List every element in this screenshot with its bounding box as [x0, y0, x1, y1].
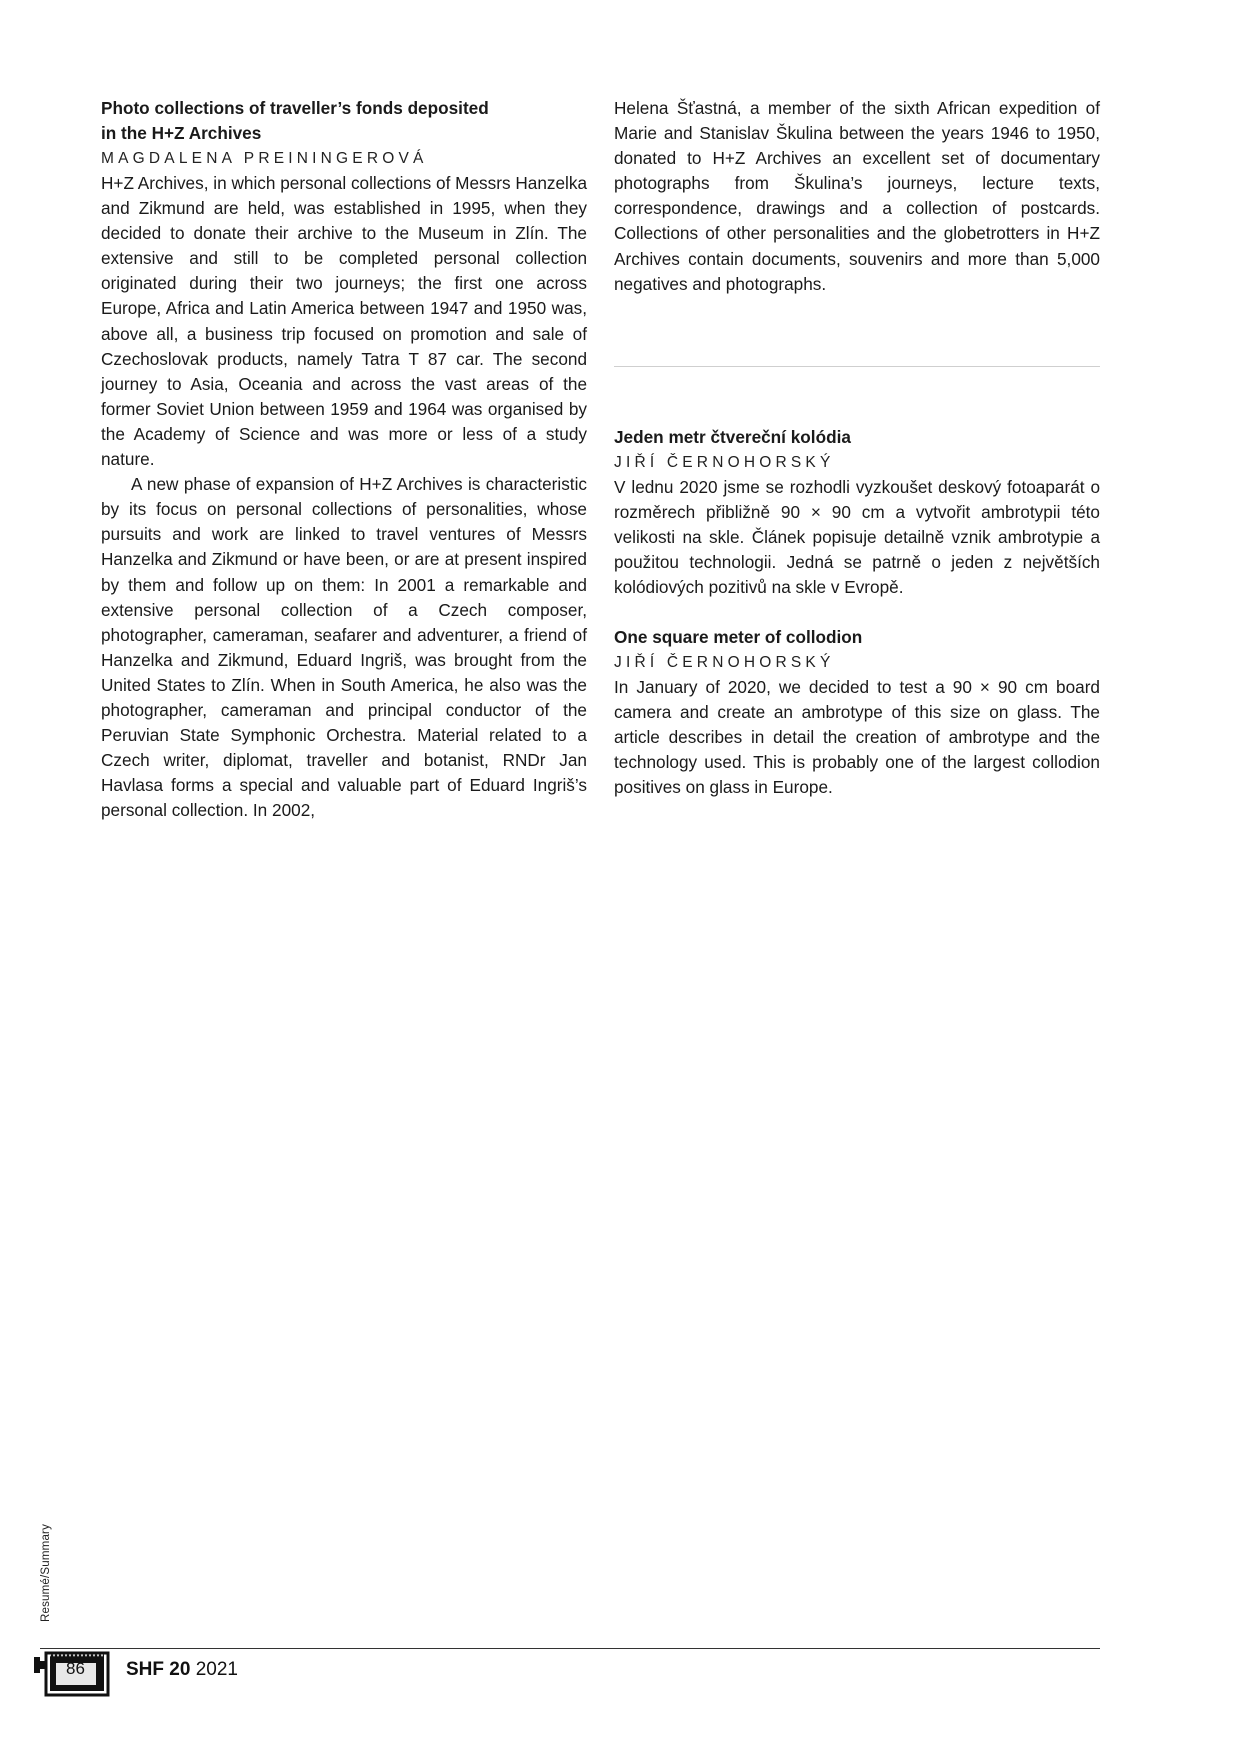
abstract-text-cz: V lednu 2020 jsme se rozhodli vyzkoušet deskový fotoaparát o rozměrech přibližně 90 × 90 cm a vytvořit ambrotypii této velikosti na skle. Článek popisuje detailně vznik ambrotypie a použitou technologii. Jedná se patrně o jeden z největších kolódiových pozitivů na skle v Evropě.	[614, 477, 1100, 598]
page-number: 86	[66, 1659, 85, 1678]
article-paragraph-2: A new phase of expansion of H+Z Archives is characteristic by its focus on personal collections of personalities, whose pursuits and work are linked to travel ventures of Messrs Hanzelka and Zikmund or have been, or are at present inspired by them and follow up on them: In 2001 a remarkable and extensive personal collection of a Czech composer, photographer, cameraman, seafarer and adventurer, a friend of Hanzelka and Zikmund, Eduard Ingriš, was brought from the United States to Zlín. When in South America, he also was the photographer, cameraman and principal conductor of the Peruvian State Symphonic Orchestra. Material related to a Czech writer, diplomat, traveller and botanist, RNDr Jan Havlasa forms a special and valuable part of Eduard Ingriš’s personal collection. In 2002,	[101, 474, 587, 821]
abstract-title-en: One square meter of collodion	[614, 627, 863, 647]
abstract-text-en: In January of 2020, we decided to test a 90 × 90 cm board camera and create an ambrotype of this size on glass. The article describes in detail the creation of ambrotype and the technology used. This is probably one of the largest collodion positives on glass in Europe.	[614, 677, 1100, 798]
left-column	[101, 96, 587, 823]
abstract-author-en: JIŘÍ ČERNOHORSKÝ	[614, 654, 835, 671]
article-continuation: Helena Šťastná, a member of the sixth African expedition of Marie and Stanislav Škulina between the years 1946 to 1950, donated to H+Z Archives an excellent set of documentary photographs from Škulina’s journeys, lecture texts, correspondence, drawings and a collection of postcards. Collections of other personalities and the globetrotters in H+Z Archives contain documents, souvenirs and more than 5,000 negatives and photographs.	[614, 98, 1100, 294]
english-abstract	[614, 625, 1100, 800]
journal-year: 2021	[195, 1659, 238, 1680]
article-title-line2: in the H+Z Archives	[101, 123, 262, 143]
section-side-label: Resumé/Summary	[40, 1523, 52, 1622]
abstract-author-cz: JIŘÍ ČERNOHORSKÝ	[614, 454, 835, 471]
article-author: MAGDALENA PREININGEROVÁ	[101, 150, 428, 167]
footer-rule	[40, 1648, 1100, 1649]
journal-issue	[126, 1659, 238, 1681]
article-title-line1: Photo collections of traveller’s fonds deposited	[101, 98, 489, 118]
section-divider	[614, 366, 1100, 367]
right-column	[614, 96, 1100, 297]
czech-abstract	[614, 425, 1100, 600]
journal-name: SHF 20	[126, 1659, 191, 1680]
article-paragraph-1: H+Z Archives, in which personal collections of Messrs Hanzelka and Zikmund are held, was established in 1995, when they decided to donate their archive to the Museum in Zlín. The extensive and still to be completed personal collection originated during their two journeys; the first one across Europe, Africa and Latin America between 1947 and 1950 was, above all, a business trip focused on promotion and sale of Czechoslovak products, namely Tatra T 87 car. The second journey to Asia, Oceania and across the vast areas of the former Soviet Union between 1959 and 1964 was organised by the Academy of Science and was more or less of a study nature.	[101, 173, 587, 470]
abstract-title-cz: Jeden metr čtvereční kolódia	[614, 427, 851, 447]
